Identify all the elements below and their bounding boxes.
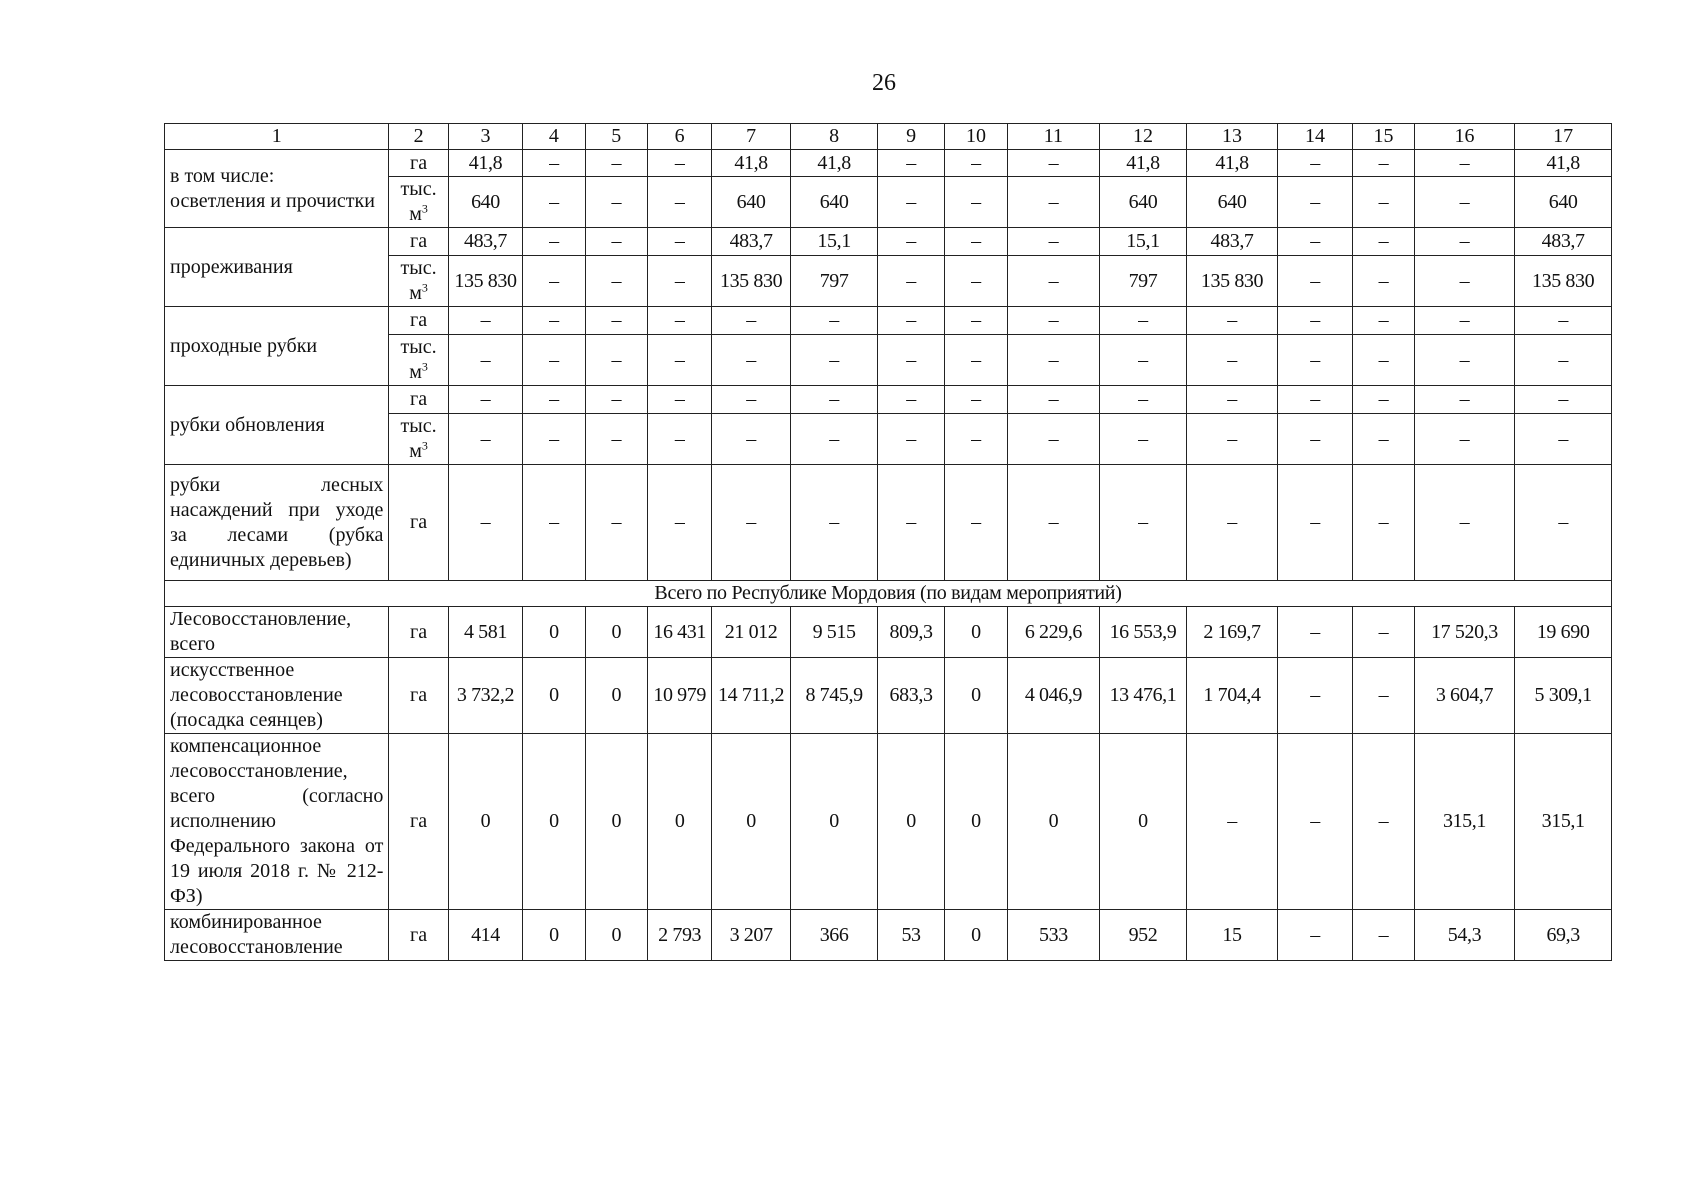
value-cell: –: [523, 256, 585, 307]
value-cell: –: [944, 307, 1007, 335]
value-cell: –: [878, 228, 944, 256]
value-cell: 683,3: [878, 658, 944, 734]
value-cell: 21 012: [712, 607, 790, 658]
value-cell: –: [448, 335, 522, 386]
column-header: 7: [712, 124, 790, 150]
value-cell: –: [1277, 734, 1352, 910]
value-cell: –: [1277, 414, 1352, 465]
value-cell: –: [647, 386, 711, 414]
value-cell: –: [944, 256, 1007, 307]
column-header: 4: [523, 124, 585, 150]
value-cell: –: [647, 307, 711, 335]
value-cell: 17 520,3: [1414, 607, 1515, 658]
value-cell: –: [712, 307, 790, 335]
value-cell: –: [1277, 150, 1352, 177]
value-cell: –: [1353, 414, 1414, 465]
column-header: 10: [944, 124, 1007, 150]
value-cell: –: [647, 335, 711, 386]
unit-cell: тыс. $м^3$: [389, 335, 448, 386]
row-name: Лесовосстановление, всего: [165, 607, 389, 658]
value-cell: 0: [523, 658, 585, 734]
value-cell: –: [1414, 228, 1515, 256]
value-cell: 5 309,1: [1515, 658, 1612, 734]
value-cell: –: [1353, 386, 1414, 414]
value-cell: 135 830: [1187, 256, 1278, 307]
value-cell: –: [1008, 307, 1100, 335]
value-cell: 483,7: [712, 228, 790, 256]
value-cell: –: [448, 307, 522, 335]
unit-cell: га: [389, 307, 448, 335]
value-cell: 41,8: [448, 150, 522, 177]
row-name: прореживания: [165, 228, 389, 307]
value-cell: –: [585, 256, 647, 307]
value-cell: –: [944, 465, 1007, 581]
value-cell: –: [1515, 414, 1612, 465]
value-cell: –: [1099, 335, 1187, 386]
unit-cell: тыс. $м^3$: [389, 256, 448, 307]
table-row: [165, 607, 1612, 658]
table-row: [165, 658, 1612, 734]
value-cell: –: [1099, 414, 1187, 465]
value-cell: 640: [1515, 177, 1612, 228]
value-cell: –: [1414, 414, 1515, 465]
value-cell: 315,1: [1515, 734, 1612, 910]
value-cell: 315,1: [1414, 734, 1515, 910]
value-cell: –: [944, 150, 1007, 177]
value-cell: –: [647, 150, 711, 177]
column-header: 11: [1008, 124, 1100, 150]
value-cell: 69,3: [1515, 910, 1612, 961]
value-cell: –: [1353, 734, 1414, 910]
value-cell: 13 476,1: [1099, 658, 1187, 734]
value-cell: 41,8: [1099, 150, 1187, 177]
column-header: 16: [1414, 124, 1515, 150]
value-cell: –: [1187, 734, 1278, 910]
value-cell: –: [1414, 335, 1515, 386]
value-cell: 0: [585, 607, 647, 658]
value-cell: –: [1515, 335, 1612, 386]
value-cell: 3 207: [712, 910, 790, 961]
section-row: [165, 581, 1612, 607]
value-cell: –: [647, 177, 711, 228]
value-cell: –: [448, 386, 522, 414]
value-cell: –: [1277, 228, 1352, 256]
value-cell: –: [1008, 386, 1100, 414]
value-cell: 135 830: [1515, 256, 1612, 307]
value-cell: 797: [1099, 256, 1187, 307]
value-cell: –: [585, 150, 647, 177]
table-row: [165, 307, 1612, 335]
value-cell: –: [1353, 150, 1414, 177]
value-cell: 15,1: [1099, 228, 1187, 256]
unit-cell: тыс. $м^3$: [389, 177, 448, 228]
value-cell: –: [1277, 386, 1352, 414]
section-title: Всего по Республике Мордовия (по видам мероприятий): [165, 581, 1612, 607]
value-cell: 2 169,7: [1187, 607, 1278, 658]
unit-cell: га: [389, 910, 448, 961]
value-cell: 0: [585, 658, 647, 734]
value-cell: –: [790, 465, 878, 581]
value-cell: –: [1277, 335, 1352, 386]
value-cell: –: [523, 386, 585, 414]
value-cell: –: [1353, 177, 1414, 228]
value-cell: –: [1008, 150, 1100, 177]
value-cell: –: [712, 414, 790, 465]
value-cell: –: [878, 386, 944, 414]
row-name: рубки обновления: [165, 386, 389, 465]
value-cell: 640: [790, 177, 878, 228]
column-header: 3: [448, 124, 522, 150]
value-cell: –: [878, 307, 944, 335]
value-cell: 640: [448, 177, 522, 228]
value-cell: 0: [523, 734, 585, 910]
value-cell: 0: [944, 910, 1007, 961]
table-header-row: [165, 124, 1612, 150]
column-header: 1: [165, 124, 389, 150]
column-header: 8: [790, 124, 878, 150]
value-cell: –: [1353, 607, 1414, 658]
value-cell: –: [1353, 307, 1414, 335]
unit-cell: га: [389, 465, 448, 581]
unit-cell: га: [389, 150, 448, 177]
value-cell: 19 690: [1515, 607, 1612, 658]
value-cell: –: [1515, 465, 1612, 581]
value-cell: –: [1099, 465, 1187, 581]
column-header: 6: [647, 124, 711, 150]
row-name: проходные рубки: [165, 307, 389, 386]
value-cell: –: [1353, 228, 1414, 256]
value-cell: –: [1277, 256, 1352, 307]
value-cell: 41,8: [1515, 150, 1612, 177]
value-cell: –: [1414, 307, 1515, 335]
table-row: [165, 465, 1612, 581]
table-row: [165, 228, 1612, 256]
value-cell: 2 793: [647, 910, 711, 961]
value-cell: –: [790, 307, 878, 335]
value-cell: –: [1187, 465, 1278, 581]
value-cell: –: [1353, 335, 1414, 386]
value-cell: 0: [1008, 734, 1100, 910]
value-cell: –: [523, 335, 585, 386]
value-cell: 483,7: [448, 228, 522, 256]
value-cell: 809,3: [878, 607, 944, 658]
value-cell: 4 581: [448, 607, 522, 658]
value-cell: 8 745,9: [790, 658, 878, 734]
value-cell: –: [1008, 335, 1100, 386]
value-cell: –: [878, 177, 944, 228]
value-cell: –: [523, 307, 585, 335]
column-header: 17: [1515, 124, 1612, 150]
value-cell: –: [1187, 307, 1278, 335]
value-cell: 0: [944, 658, 1007, 734]
value-cell: –: [585, 465, 647, 581]
row-name: искусственное лесовосстановление (посадка сеянцев): [165, 658, 389, 734]
value-cell: –: [448, 414, 522, 465]
value-cell: –: [790, 414, 878, 465]
value-cell: 0: [585, 910, 647, 961]
value-cell: 0: [712, 734, 790, 910]
value-cell: 54,3: [1414, 910, 1515, 961]
value-cell: –: [585, 177, 647, 228]
column-header: 14: [1277, 124, 1352, 150]
value-cell: –: [790, 386, 878, 414]
value-cell: –: [878, 414, 944, 465]
value-cell: –: [1099, 386, 1187, 414]
value-cell: 14 711,2: [712, 658, 790, 734]
column-header: 15: [1353, 124, 1414, 150]
row-name: рубки лесных насаждений при уходе за лесами (рубка единичных деревьев): [165, 465, 389, 581]
unit-cell: га: [389, 228, 448, 256]
value-cell: –: [585, 307, 647, 335]
value-cell: –: [790, 335, 878, 386]
value-cell: 135 830: [712, 256, 790, 307]
value-cell: 0: [647, 734, 711, 910]
column-header: 5: [585, 124, 647, 150]
value-cell: –: [712, 465, 790, 581]
value-cell: 3 604,7: [1414, 658, 1515, 734]
row-name: компенсационное лесовосстановление, всего (согласно исполнению Федерального закона от 19 июля 2018 г. № 212-ФЗ): [165, 734, 389, 910]
table-row: [165, 386, 1612, 414]
value-cell: –: [585, 228, 647, 256]
value-cell: –: [523, 150, 585, 177]
value-cell: –: [1515, 307, 1612, 335]
value-cell: –: [1277, 465, 1352, 581]
value-cell: 0: [448, 734, 522, 910]
value-cell: 1 704,4: [1187, 658, 1278, 734]
value-cell: –: [1187, 414, 1278, 465]
value-cell: 15,1: [790, 228, 878, 256]
value-cell: –: [1353, 658, 1414, 734]
value-cell: 0: [790, 734, 878, 910]
value-cell: 0: [523, 910, 585, 961]
value-cell: –: [585, 414, 647, 465]
value-cell: 135 830: [448, 256, 522, 307]
value-cell: 0: [523, 607, 585, 658]
data-table: [164, 123, 1612, 961]
value-cell: –: [712, 335, 790, 386]
value-cell: –: [647, 465, 711, 581]
value-cell: 483,7: [1187, 228, 1278, 256]
value-cell: 41,8: [1187, 150, 1278, 177]
value-cell: –: [1414, 177, 1515, 228]
value-cell: –: [1277, 910, 1352, 961]
value-cell: 640: [1187, 177, 1278, 228]
value-cell: 414: [448, 910, 522, 961]
value-cell: 640: [1099, 177, 1187, 228]
value-cell: –: [1414, 386, 1515, 414]
value-cell: 0: [1099, 734, 1187, 910]
value-cell: 4 046,9: [1008, 658, 1100, 734]
value-cell: 53: [878, 910, 944, 961]
value-cell: –: [878, 465, 944, 581]
value-cell: –: [944, 228, 1007, 256]
value-cell: –: [1008, 228, 1100, 256]
value-cell: 483,7: [1515, 228, 1612, 256]
value-cell: 366: [790, 910, 878, 961]
value-cell: –: [712, 386, 790, 414]
value-cell: –: [523, 228, 585, 256]
value-cell: –: [585, 335, 647, 386]
row-name: комбинированное лесовосстановление: [165, 910, 389, 961]
value-cell: –: [647, 228, 711, 256]
unit-cell: га: [389, 734, 448, 910]
value-cell: 0: [944, 734, 1007, 910]
value-cell: –: [523, 177, 585, 228]
column-header: 12: [1099, 124, 1187, 150]
value-cell: 3 732,2: [448, 658, 522, 734]
value-cell: –: [1277, 658, 1352, 734]
value-cell: –: [647, 414, 711, 465]
column-header: 9: [878, 124, 944, 150]
value-cell: –: [1353, 465, 1414, 581]
value-cell: 6 229,6: [1008, 607, 1100, 658]
unit-cell: га: [389, 658, 448, 734]
value-cell: 0: [585, 734, 647, 910]
value-cell: –: [1008, 465, 1100, 581]
value-cell: –: [1277, 177, 1352, 228]
value-cell: 797: [790, 256, 878, 307]
value-cell: –: [1277, 307, 1352, 335]
value-cell: 41,8: [712, 150, 790, 177]
value-cell: –: [1414, 256, 1515, 307]
value-cell: 9 515: [790, 607, 878, 658]
value-cell: –: [523, 465, 585, 581]
value-cell: –: [1008, 414, 1100, 465]
value-cell: –: [585, 386, 647, 414]
value-cell: 16 553,9: [1099, 607, 1187, 658]
table-row: [165, 734, 1612, 910]
value-cell: 10 979: [647, 658, 711, 734]
value-cell: –: [944, 177, 1007, 228]
value-cell: –: [1008, 177, 1100, 228]
value-cell: –: [1187, 335, 1278, 386]
value-cell: 952: [1099, 910, 1187, 961]
value-cell: –: [647, 256, 711, 307]
column-header: 13: [1187, 124, 1278, 150]
table-row: [165, 910, 1612, 961]
value-cell: 0: [878, 734, 944, 910]
value-cell: 0: [944, 607, 1007, 658]
value-cell: –: [1008, 256, 1100, 307]
table-row: [165, 150, 1612, 177]
value-cell: 16 431: [647, 607, 711, 658]
value-cell: –: [1414, 150, 1515, 177]
value-cell: 15: [1187, 910, 1278, 961]
value-cell: –: [944, 335, 1007, 386]
column-header: 2: [389, 124, 448, 150]
value-cell: –: [1099, 307, 1187, 335]
value-cell: –: [944, 414, 1007, 465]
value-cell: –: [1277, 607, 1352, 658]
value-cell: –: [878, 335, 944, 386]
value-cell: –: [1515, 386, 1612, 414]
value-cell: –: [944, 386, 1007, 414]
page-number: 26: [872, 70, 896, 96]
unit-cell: га: [389, 386, 448, 414]
value-cell: 41,8: [790, 150, 878, 177]
value-cell: –: [448, 465, 522, 581]
value-cell: 640: [712, 177, 790, 228]
unit-cell: тыс. $м^3$: [389, 414, 448, 465]
value-cell: –: [1187, 386, 1278, 414]
value-cell: –: [1353, 910, 1414, 961]
unit-cell: га: [389, 607, 448, 658]
value-cell: –: [1414, 465, 1515, 581]
value-cell: –: [1353, 256, 1414, 307]
value-cell: 533: [1008, 910, 1100, 961]
value-cell: –: [523, 414, 585, 465]
value-cell: –: [878, 150, 944, 177]
value-cell: –: [878, 256, 944, 307]
row-name: в том числе: осветления и прочистки: [165, 150, 389, 228]
